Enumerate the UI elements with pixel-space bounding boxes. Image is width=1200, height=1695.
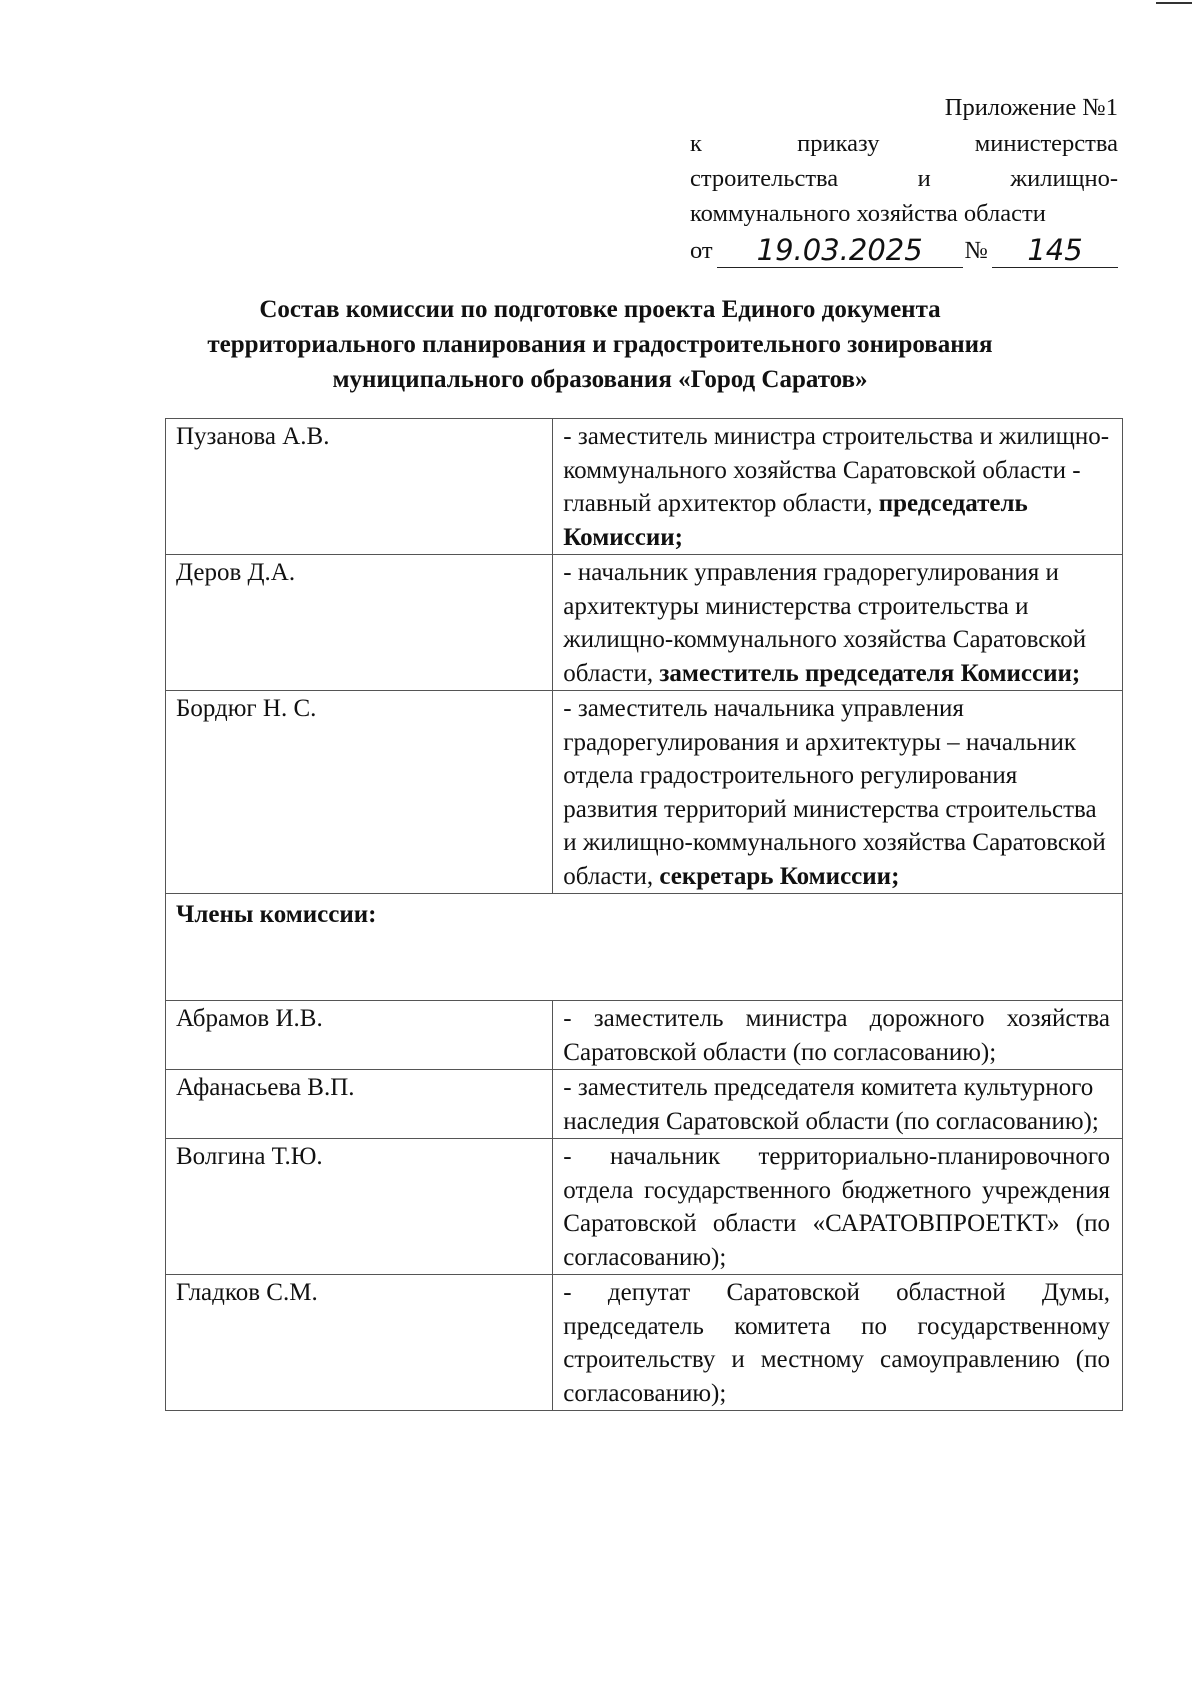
date-prefix: от (690, 237, 713, 264)
member-role: - заместитель министра строительства и жилищно- коммунального хозяйства Саратовской области - главный архитектор области, председатель Комиссии; (553, 419, 1123, 555)
annex-header (690, 90, 1118, 268)
number-sign: № (964, 237, 989, 264)
annex-line-2: строительства и жилищно- (690, 165, 1118, 192)
table-row (166, 1139, 1123, 1275)
table-row (166, 691, 1123, 894)
handwritten-date: 19.03.2025 (717, 234, 963, 268)
member-name: Бордюг Н. С. (166, 691, 553, 894)
member-role: - депутат Саратовской областной Думы, председатель комитета по государственному строительству и местному самоуправлению (по согласованию); (553, 1275, 1123, 1411)
annex-line-3: коммунального хозяйства области (690, 200, 1046, 227)
member-role: - начальник управления градорегулирования и архитектуры министерства строительства и жилищно-коммунального хозяйства Саратовской области, заместитель председателя Комиссии; (553, 555, 1123, 691)
table-row (166, 419, 1123, 555)
table-section-row (166, 894, 1123, 1001)
member-name: Абрамов И.В. (166, 1001, 553, 1070)
document-title (150, 292, 1050, 397)
member-role: - заместитель министра дорожного хозяйства Саратовской области (по согласованию); (553, 1001, 1123, 1070)
title-line-3: муниципального образования «Город Саратов» (332, 366, 868, 393)
member-name: Пузанова А.В. (166, 419, 553, 555)
commission-composition-table (165, 418, 1123, 1411)
member-role: - начальник территориально-планировочного отдела государственного бюджетного учреждения Саратовской области «САРАТОВПРОЕТКТ» (по согласованию); (553, 1139, 1123, 1275)
title-line-2: территориального планирования и градостроительного зонирования (207, 331, 993, 358)
scan-edge-mark (1156, 2, 1192, 4)
member-name: Афанасьева В.П. (166, 1070, 553, 1139)
member-name: Волгина Т.Ю. (166, 1139, 553, 1275)
member-role: - заместитель председателя комитета культурного наследия Саратовской области (по согласованию); (553, 1070, 1123, 1139)
members-heading: Члены комиссии: (166, 894, 1123, 1001)
title-line-1: Состав комиссии по подготовке проекта Единого документа (259, 296, 941, 323)
table-row (166, 1001, 1123, 1070)
annex-line-1: к приказу министерства (690, 130, 1118, 157)
order-date-number-line (690, 231, 1118, 268)
member-position-bold: секретарь Комиссии; (659, 862, 900, 890)
member-position-bold: председатель Комиссии; (563, 490, 1028, 551)
annex-number: Приложение №1 (944, 94, 1118, 121)
table-row (166, 555, 1123, 691)
handwritten-order-number: 145 (992, 234, 1118, 268)
table-row (166, 1275, 1123, 1411)
member-position-bold: заместитель председателя Комиссии; (659, 659, 1081, 687)
member-name: Деров Д.А. (166, 555, 553, 691)
member-role: - заместитель начальника управления градорегулирования и архитектуры – начальник отдела градостроительного регулирования развития территорий министерства строительства и жилищно-коммунального хозяйства Саратовской области, секретарь Комиссии; (553, 691, 1123, 894)
table-row (166, 1070, 1123, 1139)
member-name: Гладков С.М. (166, 1275, 553, 1411)
